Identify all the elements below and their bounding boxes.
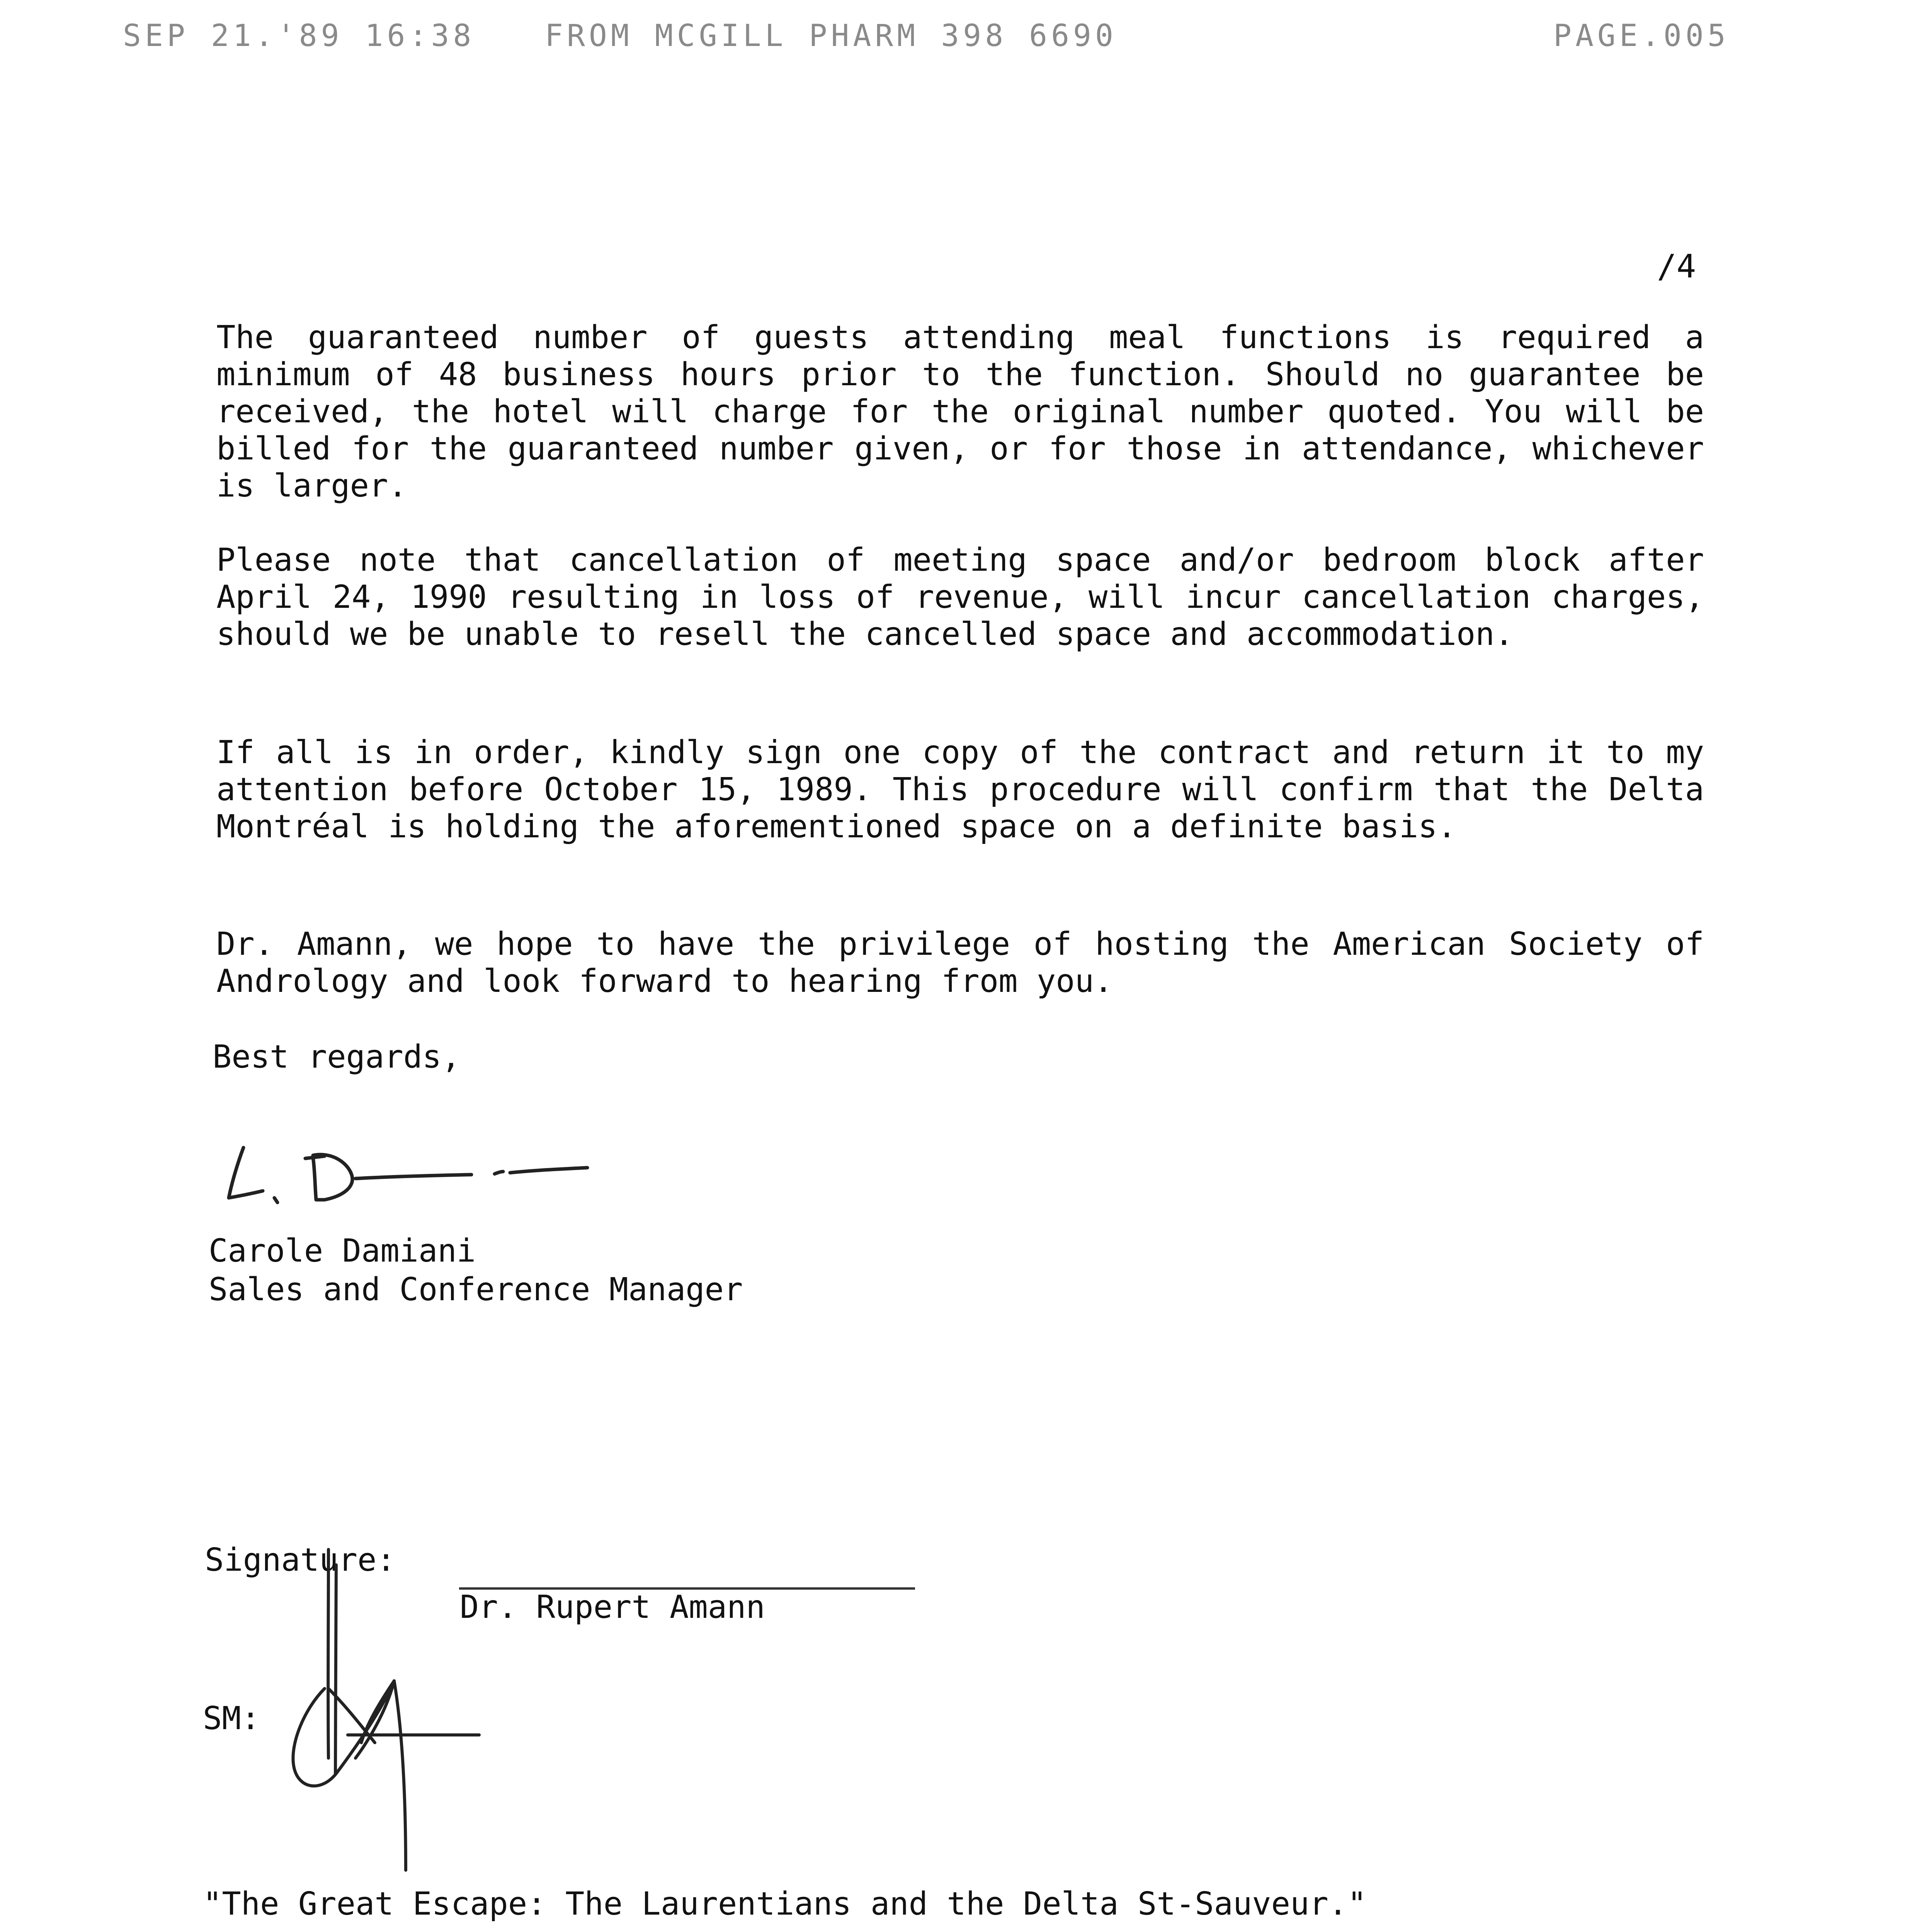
fax-sender: FROM MCGILL PHARM 398 6690 [545, 19, 1117, 53]
sm-label: SM: [203, 1700, 260, 1737]
fax-page-number: PAGE.005 [1553, 19, 1730, 53]
handwritten-signature-carole [216, 1121, 641, 1221]
signature-label: Signature: [205, 1542, 396, 1578]
signer-title: Sales and Conference Manager [209, 1271, 743, 1308]
fax-datetime: SEP 21.'89 16:38 [123, 19, 475, 53]
printed-name-rupert-amann: Dr. Rupert Amann [460, 1589, 765, 1626]
paragraph-guarantee: The guaranteed number of guests attending meal functions is required a minimum of 48 business hours prior to the function. Should no guarantee be received, the hotel will charge for the original number quoted. You will be billed for the guaranteed number given, or for those in attendance, whichever is larger. [216, 319, 1704, 504]
paragraph-hosting: Dr. Amann, we hope to have the privilege of hosting the American Society of Andrology and look forward to hearing from you. [216, 926, 1704, 1000]
closing: Best regards, [213, 1039, 461, 1075]
signer-name: Carole Damiani [209, 1233, 476, 1269]
page-number: /4 [1657, 247, 1696, 285]
paragraph-contract-return: If all is in order, kindly sign one copy of the contract and return it to my attention before October 15, 1989. This procedure will confirm that the Delta Montréal is holding the aforementioned space on a definite basis. [216, 734, 1704, 845]
tagline: "The Great Escape: The Laurentians and the Delta St-Sauveur." [203, 1886, 1367, 1922]
paragraph-cancellation: Please note that cancellation of meeting space and/or bedroom block after April 24, 1990 resulting in loss of revenue, will incur cancellation charges, should we be unable to resell the cancelled space and accommodation. [216, 542, 1704, 653]
handwritten-initials-sm [270, 1542, 510, 1874]
